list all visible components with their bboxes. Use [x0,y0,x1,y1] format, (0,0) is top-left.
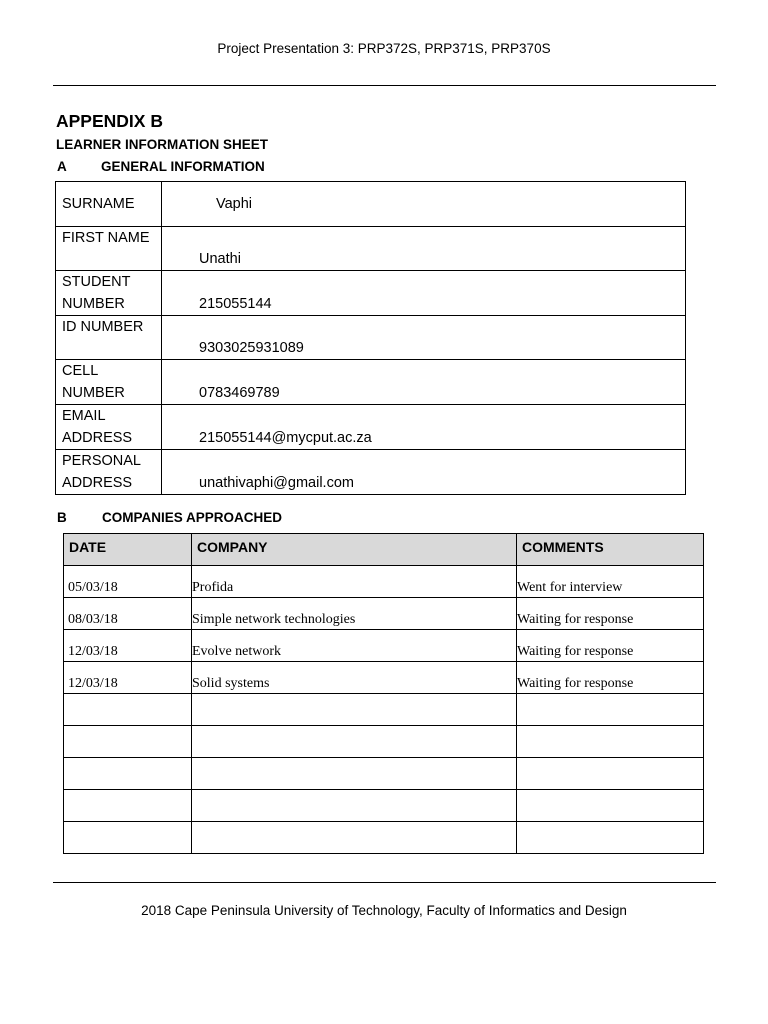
company-cell [192,790,517,822]
date-cell [64,694,192,726]
column-header-date: DATE [64,534,192,566]
section-a-title: GENERAL INFORMATION [101,159,265,174]
general-info-label: ID NUMBER [56,316,162,360]
general-info-label: PERSONAL ADDRESS [56,450,162,495]
table-row [64,790,704,822]
header-rule [53,85,716,86]
sheet-title: LEARNER INFORMATION SHEET [56,137,268,152]
table-row [64,726,704,758]
company-cell: Evolve network [192,630,517,662]
date-cell: 12/03/18 [64,662,192,694]
comment-cell: Waiting for response [517,662,704,694]
general-info-row [56,227,686,271]
section-b-title: COMPANIES APPROACHED [102,510,283,525]
comment-cell: Waiting for response [517,630,704,662]
date-cell [64,726,192,758]
companies-header-row [64,534,704,566]
general-info-value: 0783469789 [162,360,686,405]
general-info-row [56,450,686,495]
general-info-row [56,360,686,405]
general-info-value: unathivaphi@gmail.com [162,450,686,495]
company-cell: Simple network technologies [192,598,517,630]
table-row [64,566,704,598]
company-cell: Profida [192,566,517,598]
company-cell [192,822,517,854]
company-cell [192,726,517,758]
general-info-label: CELL NUMBER [56,360,162,405]
table-row [64,662,704,694]
table-row [64,758,704,790]
table-row [64,694,704,726]
comment-cell [517,758,704,790]
company-cell: Solid systems [192,662,517,694]
comment-cell [517,694,704,726]
date-cell: 05/03/18 [64,566,192,598]
footer-text: 2018 Cape Peninsula University of Technology, Faculty of Informatics and Design [141,903,627,918]
date-cell [64,822,192,854]
comment-cell [517,822,704,854]
general-info-row [56,405,686,450]
general-info-value: 215055144@mycput.ac.za [162,405,686,450]
appendix-title: APPENDIX B [56,111,163,131]
general-info-row [56,316,686,360]
general-info-value: Unathi [162,227,686,271]
date-cell: 12/03/18 [64,630,192,662]
comment-cell: Went for interview [517,566,704,598]
section-b-letter: B [57,510,67,525]
column-header-comments: COMMENTS [517,534,704,566]
company-cell [192,694,517,726]
date-cell [64,758,192,790]
page-header: Project Presentation 3: PRP372S, PRP371S, PRP370S [217,41,551,56]
general-info-label: STUDENT NUMBER [56,271,162,316]
companies-table [63,533,704,854]
general-info-label: EMAIL ADDRESS [56,405,162,450]
company-cell [192,758,517,790]
general-info-row [56,271,686,316]
section-a-letter: A [57,159,67,174]
table-row [64,598,704,630]
general-info-table [55,181,686,495]
table-row [64,630,704,662]
comment-cell [517,790,704,822]
general-info-value: 215055144 [162,271,686,316]
date-cell: 08/03/18 [64,598,192,630]
comment-cell: Waiting for response [517,598,704,630]
general-info-label: SURNAME [56,182,162,227]
general-info-row [56,182,686,227]
date-cell [64,790,192,822]
general-info-label: FIRST NAME [56,227,162,271]
comment-cell [517,726,704,758]
column-header-company: COMPANY [192,534,517,566]
page-footer [0,903,768,918]
footer-rule [53,882,716,883]
table-row [64,822,704,854]
general-info-value: Vaphi [162,182,686,227]
general-info-value: 9303025931089 [162,316,686,360]
